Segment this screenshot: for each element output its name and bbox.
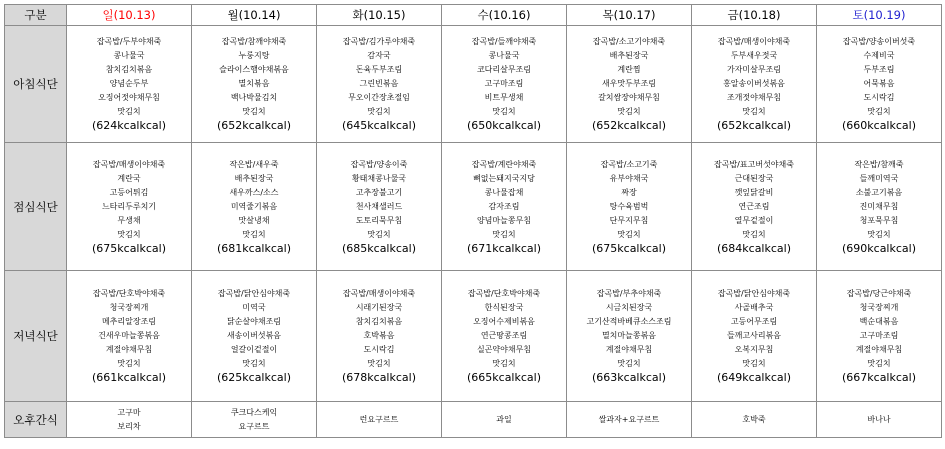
menu-item: 맛김치: [367, 359, 391, 368]
menu-item: 잡곡밥/참깨야채죽: [221, 37, 287, 46]
menu-item: 깻잎닭갈비: [734, 187, 774, 197]
meal-label: 아침식단: [5, 26, 67, 143]
menu-item: 연근조림: [738, 201, 770, 211]
menu-item: 코다리살무조림: [476, 65, 532, 74]
weekly-menu: [4, 4, 942, 438]
menu-item: 맛살냉채: [238, 215, 270, 225]
calorie-info: (690kcalkcal): [841, 241, 916, 255]
calorie-info: (663kcalkcal): [591, 371, 666, 384]
calorie-info: (681kcalkcal): [216, 241, 291, 255]
lunch-row: [5, 143, 942, 271]
menu-item: 백순대볶음: [859, 317, 899, 326]
menu-item: 참치김치볶음: [355, 317, 403, 326]
menu-item: 멸치볶음: [238, 79, 270, 88]
menu-item: 소불고기볶음: [855, 187, 903, 197]
menu-item: 오복지무침: [734, 345, 774, 354]
menu-item: 무오이간장초절임: [348, 93, 410, 102]
menu-item: 사골배추국: [734, 303, 774, 312]
menu-item: 맛김치: [242, 359, 266, 368]
menu-item: 계절야채무침: [855, 345, 903, 354]
menu-item: 천사채샐러드: [355, 201, 403, 211]
menu-item: 작은밥/참깨죽: [854, 159, 904, 169]
menu-item: 잡곡밥/표고버섯야채죽: [714, 159, 794, 169]
calorie-info: (675kcalkcal): [91, 241, 166, 255]
menu-cell-sat: [817, 26, 942, 143]
menu-item: 잡곡밥/양송이죽: [350, 159, 408, 169]
menu-item: 새우까스/소스: [229, 187, 279, 197]
calorie-info: (685kcalkcal): [341, 241, 416, 255]
menu-item: 청포묵무침: [859, 215, 899, 225]
menu-cell-fri: [692, 26, 817, 143]
menu-item: 잡곡밥/닭안심야채죽: [717, 289, 791, 298]
menu-item: 쌀과자+요구르트: [598, 414, 660, 424]
menu-item: 시래기된장국: [355, 303, 403, 312]
menu-cell-thu: [567, 402, 692, 438]
header-row: [5, 5, 942, 26]
menu-item: 연근땅콩조림: [480, 331, 528, 340]
menu-item: 미역줄기볶음: [230, 201, 278, 211]
menu-item: 고등어무조림: [730, 317, 778, 326]
day-header-wed: 수(10.16): [442, 5, 567, 26]
calorie-info: (665kcalkcal): [466, 371, 541, 384]
menu-item: 잡곡밥/매생이야채죽: [717, 37, 791, 46]
calorie-info: (675kcalkcal): [591, 241, 666, 255]
menu-item: 쿠크다스케익: [230, 407, 278, 417]
menu-item: 양념순두부: [109, 79, 149, 88]
menu-item: 배추된장국: [234, 173, 274, 183]
menu-cell-wed: [442, 26, 567, 143]
menu-item: 잡곡밥/당근야채죽: [846, 289, 912, 298]
menu-item: 미역국: [242, 303, 266, 312]
menu-item: 잡곡밥/부추야채죽: [596, 289, 662, 298]
menu-item: 오징어수제비볶음: [473, 317, 535, 326]
calorie-info: (661kcalkcal): [91, 371, 166, 384]
menu-item: 비트무생채: [484, 93, 524, 102]
menu-item: 멸치마늘쫑볶음: [601, 331, 657, 340]
breakfast-row: [5, 26, 942, 143]
menu-item: 잡곡밥/소고기야채죽: [592, 37, 666, 46]
calorie-info: (684kcalkcal): [716, 241, 791, 255]
menu-item: 맛김치: [492, 359, 516, 368]
menu-item: 양념마늘쫑무침: [476, 215, 532, 225]
calorie-info: (649kcalkcal): [716, 371, 791, 384]
menu-item: 도시락김: [863, 93, 895, 102]
menu-item: 참치김치볶음: [105, 65, 153, 74]
menu-cell-tue: [317, 402, 442, 438]
calorie-info: (652kcalkcal): [591, 119, 666, 132]
menu-item: 황태채콩나물국: [351, 173, 407, 183]
menu-item: 닭순살야채조림: [226, 317, 282, 326]
menu-item: 맛김치: [117, 107, 141, 116]
menu-cell-sun: [67, 402, 192, 438]
dinner-row: [5, 271, 942, 402]
menu-item: 맛김치: [617, 107, 641, 116]
menu-item: 계란찜: [617, 65, 641, 74]
menu-item: 바나나: [867, 414, 891, 424]
menu-item: 계절야채무침: [105, 345, 153, 354]
menu-item: 맛김치: [867, 359, 891, 368]
menu-item: 새송이버섯볶음: [226, 331, 282, 340]
menu-cell-tue: [317, 271, 442, 402]
menu-item: 진미채무침: [859, 201, 899, 211]
menu-item: 두부조림: [863, 65, 895, 74]
menu-item: 실곤약야채무침: [476, 345, 532, 354]
menu-item: 잡곡밥/소고기죽: [600, 159, 658, 169]
menu-item: 건새우마늘쫑볶음: [98, 331, 160, 340]
menu-cell-tue: [317, 26, 442, 143]
menu-item: 맛김치: [367, 107, 391, 116]
meal-label: 저녁식단: [5, 271, 67, 402]
menu-item: 고기산적바베큐소스조림: [586, 317, 672, 326]
menu-item: 맛김치: [742, 359, 766, 368]
calorie-info: (624kcalkcal): [91, 119, 166, 132]
menu-item: 슬라이스햄야채볶음: [219, 65, 289, 74]
menu-item: 들깨고사리볶음: [726, 331, 782, 340]
menu-cell-wed: [442, 402, 567, 438]
menu-item: 청국장찌개: [109, 303, 149, 312]
day-header-sat: 토(10.19): [817, 5, 942, 26]
menu-item: 수제비국: [863, 51, 895, 60]
menu-item: 맛김치: [492, 229, 516, 239]
menu-item: 런요구르트: [359, 414, 399, 424]
menu-item: 계란국: [117, 173, 141, 183]
menu-cell-sat: [817, 402, 942, 438]
menu-item: 잡곡밥/들깨야채죽: [471, 37, 537, 46]
menu-item: 고등어튀김: [109, 187, 149, 197]
calorie-info: (645kcalkcal): [341, 119, 416, 132]
day-header-tue: 화(10.15): [317, 5, 442, 26]
menu-item: 보리차: [117, 421, 141, 431]
calorie-info: (671kcalkcal): [466, 241, 541, 255]
menu-item: 과일: [496, 414, 512, 424]
menu-item: 맛김치: [617, 229, 641, 239]
menu-cell-sun: [67, 26, 192, 143]
menu-item: 조개젓야채무침: [726, 93, 782, 102]
calorie-info: (625kcalkcal): [216, 371, 291, 384]
menu-item: 얼갈이겉절이: [230, 345, 278, 354]
meal-label: 점심식단: [5, 143, 67, 271]
menu-item: 잡곡밥/닭안심야채죽: [217, 289, 291, 298]
menu-item: 갈치쌈장야채무침: [598, 93, 660, 102]
calorie-info: (678kcalkcal): [341, 371, 416, 384]
calorie-info: (650kcalkcal): [466, 119, 541, 132]
menu-item: 맛김치: [367, 229, 391, 239]
menu-table: [4, 4, 942, 438]
menu-item: 호박볶음: [363, 331, 395, 340]
menu-item: 잡곡밥/두부야채죽: [96, 37, 162, 46]
menu-item: 홍알송이버섯볶음: [723, 79, 785, 88]
menu-item: 잡곡밥/단호박야채죽: [92, 289, 166, 298]
menu-item: 맛김치: [117, 229, 141, 239]
meal-label: 오후간식: [5, 402, 67, 438]
menu-item: 작은밥/새우죽: [229, 159, 279, 169]
snack-row: [5, 402, 942, 438]
menu-item: 감자조림: [488, 201, 520, 211]
menu-item: 맛김치: [742, 107, 766, 116]
menu-cell-thu: [567, 271, 692, 402]
menu-cell-thu: [567, 143, 692, 271]
menu-item: 단무지무침: [609, 215, 649, 225]
menu-item: 어묵볶음: [863, 79, 895, 88]
day-header-thu: 목(10.17): [567, 5, 692, 26]
menu-item: 콩나물국: [113, 51, 145, 60]
calorie-info: (652kcalkcal): [716, 119, 791, 132]
menu-item: 메추리알장조림: [101, 317, 157, 326]
menu-item: 맛김치: [742, 229, 766, 239]
menu-cell-sun: [67, 271, 192, 402]
menu-cell-wed: [442, 143, 567, 271]
menu-item: 청국장찌개: [859, 303, 899, 312]
menu-item: 뼈없는돼지국지당: [473, 173, 535, 183]
menu-item: 계절야채무침: [605, 345, 653, 354]
menu-item: 가자미살무조림: [726, 65, 782, 74]
menu-item: 잡곡밥/계란야채죽: [471, 159, 537, 169]
menu-cell-sat: [817, 143, 942, 271]
menu-item: 도시락김: [363, 345, 395, 354]
menu-cell-wed: [442, 271, 567, 402]
menu-item: 무생채: [117, 215, 141, 225]
menu-item: 맛김치: [117, 359, 141, 368]
menu-item: 고추장불고기: [355, 187, 403, 197]
menu-item: 잡곡밥/김가루야채죽: [342, 37, 416, 46]
menu-item: 잡곡밥/매생이야채죽: [342, 289, 416, 298]
menu-item: 감자국: [367, 51, 391, 60]
menu-cell-tue: [317, 143, 442, 271]
menu-item: 맛김치: [867, 229, 891, 239]
menu-item: 콩나물국: [488, 51, 520, 60]
menu-item: 도토리묵무침: [355, 215, 403, 225]
menu-item: 유부야채국: [609, 173, 649, 183]
menu-item: 백나박물김치: [230, 93, 278, 102]
menu-body: [5, 26, 942, 438]
menu-item: 잡곡밥/단호박야채죽: [467, 289, 541, 298]
category-header: 구분: [5, 5, 67, 26]
calorie-info: (660kcalkcal): [841, 119, 916, 132]
menu-item: 그린빈볶음: [359, 79, 399, 88]
menu-cell-mon: [192, 26, 317, 143]
menu-item: 고구마조림: [859, 331, 899, 340]
menu-item: 두부새우젓국: [730, 51, 778, 60]
day-header-sun: 일(10.13): [67, 5, 192, 26]
menu-item: 고구마조림: [484, 79, 524, 88]
menu-item: 들깨미역국: [859, 173, 899, 183]
menu-cell-sun: [67, 143, 192, 271]
menu-item: 맛김치: [242, 107, 266, 116]
menu-item: 호박죽: [742, 414, 766, 424]
day-header-fri: 금(10.18): [692, 5, 817, 26]
menu-cell-fri: [692, 143, 817, 271]
menu-item: 맛김치: [492, 107, 516, 116]
menu-item: 맛김치: [867, 107, 891, 116]
menu-cell-fri: [692, 271, 817, 402]
menu-item: 콩나물잡채: [484, 187, 524, 197]
menu-cell-sat: [817, 271, 942, 402]
menu-cell-mon: [192, 402, 317, 438]
menu-item: 잡곡밥/매생이야채죽: [92, 159, 166, 169]
calorie-info: (652kcalkcal): [216, 119, 291, 132]
menu-item: 배추된장국: [609, 51, 649, 60]
menu-item: 요구르트: [238, 421, 270, 431]
menu-item: 돈육두부조림: [355, 65, 403, 74]
calorie-info: (667kcalkcal): [841, 371, 916, 384]
menu-item: 느타리두루치기: [101, 201, 157, 211]
menu-cell-fri: [692, 402, 817, 438]
menu-item: 짜장: [621, 187, 637, 197]
menu-item: 맛김치: [617, 359, 641, 368]
menu-item: 열무겉절이: [734, 215, 774, 225]
menu-item: 누룽지탕: [238, 51, 270, 60]
menu-cell-thu: [567, 26, 692, 143]
menu-item: 근대된장국: [734, 173, 774, 183]
day-header-mon: 월(10.14): [192, 5, 317, 26]
menu-cell-mon: [192, 271, 317, 402]
menu-cell-mon: [192, 143, 317, 271]
menu-item: 한식된장국: [484, 303, 524, 312]
menu-item: 시금치된장국: [605, 303, 653, 312]
menu-item: 오징어젓야채무침: [98, 93, 160, 102]
menu-item: 맛김치: [242, 229, 266, 239]
menu-item: 잡곡밥/양송이버섯죽: [842, 37, 916, 46]
menu-item: 새우맛두부조림: [601, 79, 657, 88]
menu-item: 탕수육범벅: [609, 201, 649, 211]
menu-item: 고구마: [117, 407, 141, 417]
